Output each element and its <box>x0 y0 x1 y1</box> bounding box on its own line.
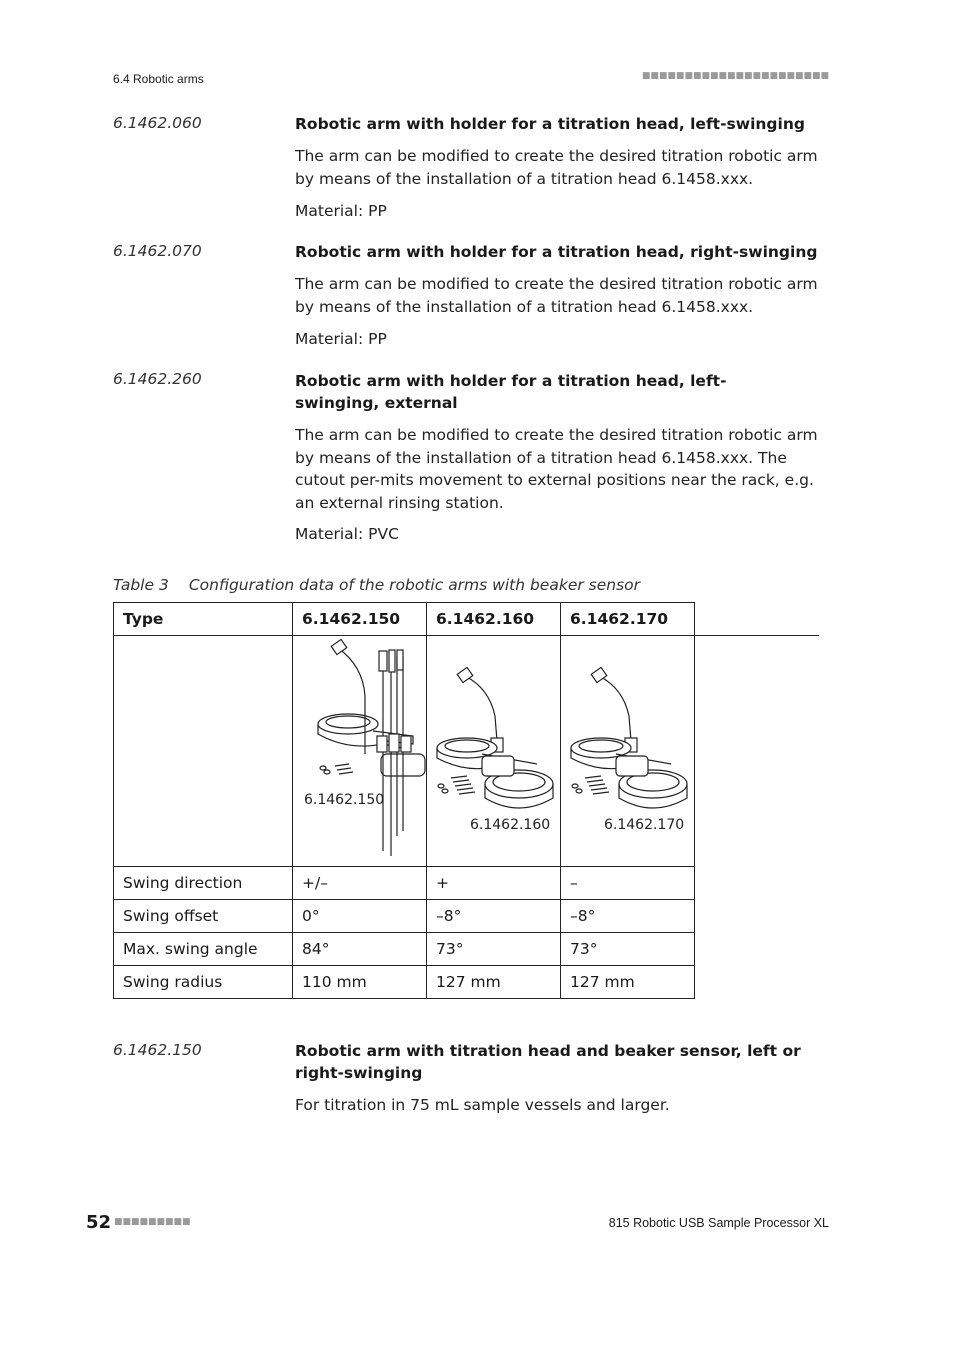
table-caption-label: Table 3 <box>113 576 169 594</box>
row-label: Swing radius <box>114 966 293 999</box>
table-row <box>114 966 820 999</box>
table-header-cell: Type <box>114 603 293 636</box>
entry-description: The arm can be modified to create the desired titration robotic arm by means of the installation of a titration head 6.1458.xxx. <box>295 275 818 316</box>
table-header-cell: 6.1462.150 <box>293 603 427 636</box>
entry-title: Robotic arm with holder for a titration head, left-swinging, external <box>295 372 727 412</box>
table-image-cell <box>561 636 695 867</box>
entry-title: Robotic arm with titration head and beaker sensor, left or right-swinging <box>295 1042 801 1082</box>
entry-number: 6.1462.060 <box>113 114 202 132</box>
entry-number: 6.1462.150 <box>113 1041 202 1059</box>
row-value: 73° <box>427 933 561 966</box>
table-cell-empty <box>695 636 820 867</box>
row-value: 0° <box>293 900 427 933</box>
table-header-row <box>114 603 820 636</box>
entry-title: Robotic arm with holder for a titration head, left-swinging <box>295 115 805 133</box>
table-image-cell <box>427 636 561 867</box>
page-number: 52 <box>86 1212 112 1233</box>
row-value: 84° <box>293 933 427 966</box>
table-header-cell: 6.1462.170 <box>561 603 695 636</box>
robotic-arm-150-illustration <box>293 636 426 866</box>
entry-number: 6.1462.070 <box>113 242 202 260</box>
footer-document-title: 815 Robotic USB Sample Processor XL <box>608 1216 829 1230</box>
row-value: 127 mm <box>561 966 695 999</box>
row-value: 73° <box>561 933 695 966</box>
table-caption <box>113 576 640 594</box>
header-decorative-dots: ■■■■■■■■■■■■■■■■■■■■■■ <box>641 71 829 81</box>
row-value: –8° <box>561 900 695 933</box>
table-cell-empty <box>114 636 293 867</box>
row-label: Swing direction <box>114 867 293 900</box>
entry-title: Robotic arm with holder for a titration head, right-swinging <box>295 243 818 261</box>
footer-decorative-dots: ■■■■■■■■■ <box>114 1217 191 1227</box>
row-label: Swing offset <box>114 900 293 933</box>
entry-number: 6.1462.260 <box>113 370 202 388</box>
image-label: 6.1462.160 <box>470 817 551 833</box>
table-caption-text: Configuration data of the robotic arms with beaker sensor <box>188 576 641 594</box>
table-row <box>114 900 820 933</box>
table-cell-empty <box>695 966 820 999</box>
entry-material: Material: PP <box>295 202 387 220</box>
entry-description: For titration in 75 mL sample vessels and larger. <box>295 1096 670 1114</box>
table-image-cell <box>293 636 427 867</box>
table-cell-empty <box>695 933 820 966</box>
table-cell-empty <box>695 900 820 933</box>
row-value: + <box>427 867 561 900</box>
entry-description: The arm can be modified to create the desired titration robotic arm by means of the installation of a titration head 6.1458.xxx. The cutout per-mits movement to external positions near the rack, e.g. an external rinsing station. <box>295 426 818 512</box>
image-label: 6.1462.170 <box>604 817 685 833</box>
row-value: 127 mm <box>427 966 561 999</box>
table-row <box>114 867 820 900</box>
running-header-section: 6.4 Robotic arms <box>113 72 204 86</box>
row-value: –8° <box>427 900 561 933</box>
table-header-extension <box>695 603 820 636</box>
entry-material: Material: PP <box>295 330 387 348</box>
row-value: +/– <box>293 867 427 900</box>
table-header-cell: 6.1462.160 <box>427 603 561 636</box>
table-cell-empty <box>695 867 820 900</box>
row-value: – <box>561 867 695 900</box>
config-table <box>113 602 819 999</box>
row-label: Max. swing angle <box>114 933 293 966</box>
image-label: 6.1462.150 <box>304 792 385 808</box>
table-image-row <box>114 636 820 867</box>
table-row <box>114 933 820 966</box>
entry-material: Material: PVC <box>295 525 399 543</box>
row-value: 110 mm <box>293 966 427 999</box>
entry-description: The arm can be modified to create the desired titration robotic arm by means of the installation of a titration head 6.1458.xxx. <box>295 147 818 188</box>
